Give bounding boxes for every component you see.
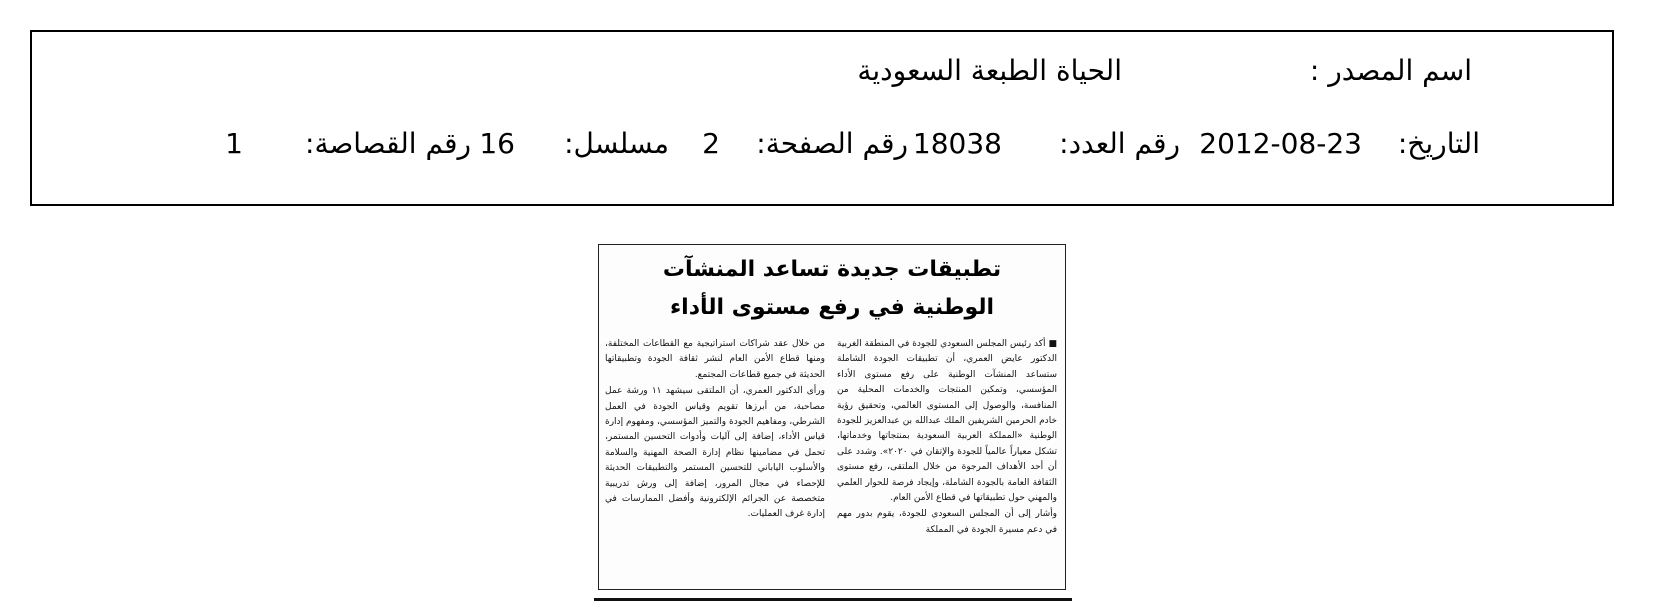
newspaper-clipping <box>598 244 1066 590</box>
article-column-left <box>605 337 825 583</box>
clip-number-value: 1 <box>225 127 243 160</box>
clip-number-label: رقم القصاصة: <box>305 127 471 160</box>
page-value: 2 <box>702 127 720 160</box>
paragraph: وأشار إلى أن المجلس السعودي للجودة، يقوم بدور مهم في دعم مسيرة الجودة في المملكة <box>837 509 1057 535</box>
paragraph: من خلال عقد شراكات استراتيجية مع القطاعات المختلفة، ومنها قطاع الأمن العام لنشر ثقافة الجودة وتطبيقاتها الحديثة في جميع قطاعات المجتمع. <box>605 339 825 380</box>
issue-label: رقم العدد: <box>1059 127 1180 160</box>
clipping-metadata-box <box>30 30 1614 206</box>
paragraph: ورأى الدكتور العمري، أن الملتقى سيشهد ١١ ورشة عمل مصاحبة، من أبرزها تقويم وقياس الجودة في العمل الشرطي، ومفاهيم الجودة والتميز المؤسسي، ومفهوم إدارة قياس الأداء، إضافة إلى آليات وأدوات التحسين المستمر، تحمل في مضامينها نظام إدارة الصحة المهنية والسلامة والأسلوب الياباني للتحسين المستمر والتطبيقات الحديثة للإحصاء في مجال المرور، إضافة إلى ورش تدريبية متخصصة عن الجرائم الإلكترونية وأفضل الممارسات في إدارة غرف العمليات. <box>605 386 825 520</box>
page-label: رقم الصفحة: <box>756 127 908 160</box>
date-label: التاريخ: <box>1397 127 1480 160</box>
article-column-right <box>837 337 1057 583</box>
serial-label: مسلسل: <box>564 127 669 160</box>
headline-line-2: الوطنية في رفع مستوى الأداء <box>669 295 995 320</box>
paragraph: ■ أكد رئيس المجلس السعودي للجودة في المنطقة الغربية الدكتور عايض العمري، أن تطبيقات الجودة الشاملة ستساعد المنشآت الوطنية على رفع مستوى الأداء المؤسسي، وتمكين المنتجات والخدمات المحلية من المنافسة، والوصول إلى المستوى العالمي، وتحقيق رؤية خادم الحرمين الشريفين الملك عبدالله بن عبدالعزيز للجودة الوطنية «المملكة العربية السعودية بمنتجاتها وخدماتها، تشكل معياراً عالمياً للجودة والإتقان في ٢٠٢٠». وشدد على أن أحد الأهداف المرجوة من خلال الملتقى، رفع مستوى الثقافة العامة بالجودة الشاملة، وإيجاد فرصة للحوار العلمي والمهني حول تطبيقاتها في قطاع الأمن العام. <box>837 339 1057 504</box>
article-headline <box>599 251 1065 327</box>
headline-line-1: تطبيقات جديدة تساعد المنشآت <box>662 257 1002 282</box>
source-label: اسم المصدر : <box>1309 54 1472 87</box>
serial-value: 16 <box>479 127 515 160</box>
bottom-rule <box>594 598 1072 601</box>
date-value: 2012-08-23 <box>1199 127 1362 160</box>
source-value: الحياة الطبعة السعودية <box>857 54 1122 87</box>
issue-value: 18038 <box>912 127 1002 160</box>
article-body <box>605 337 1057 583</box>
